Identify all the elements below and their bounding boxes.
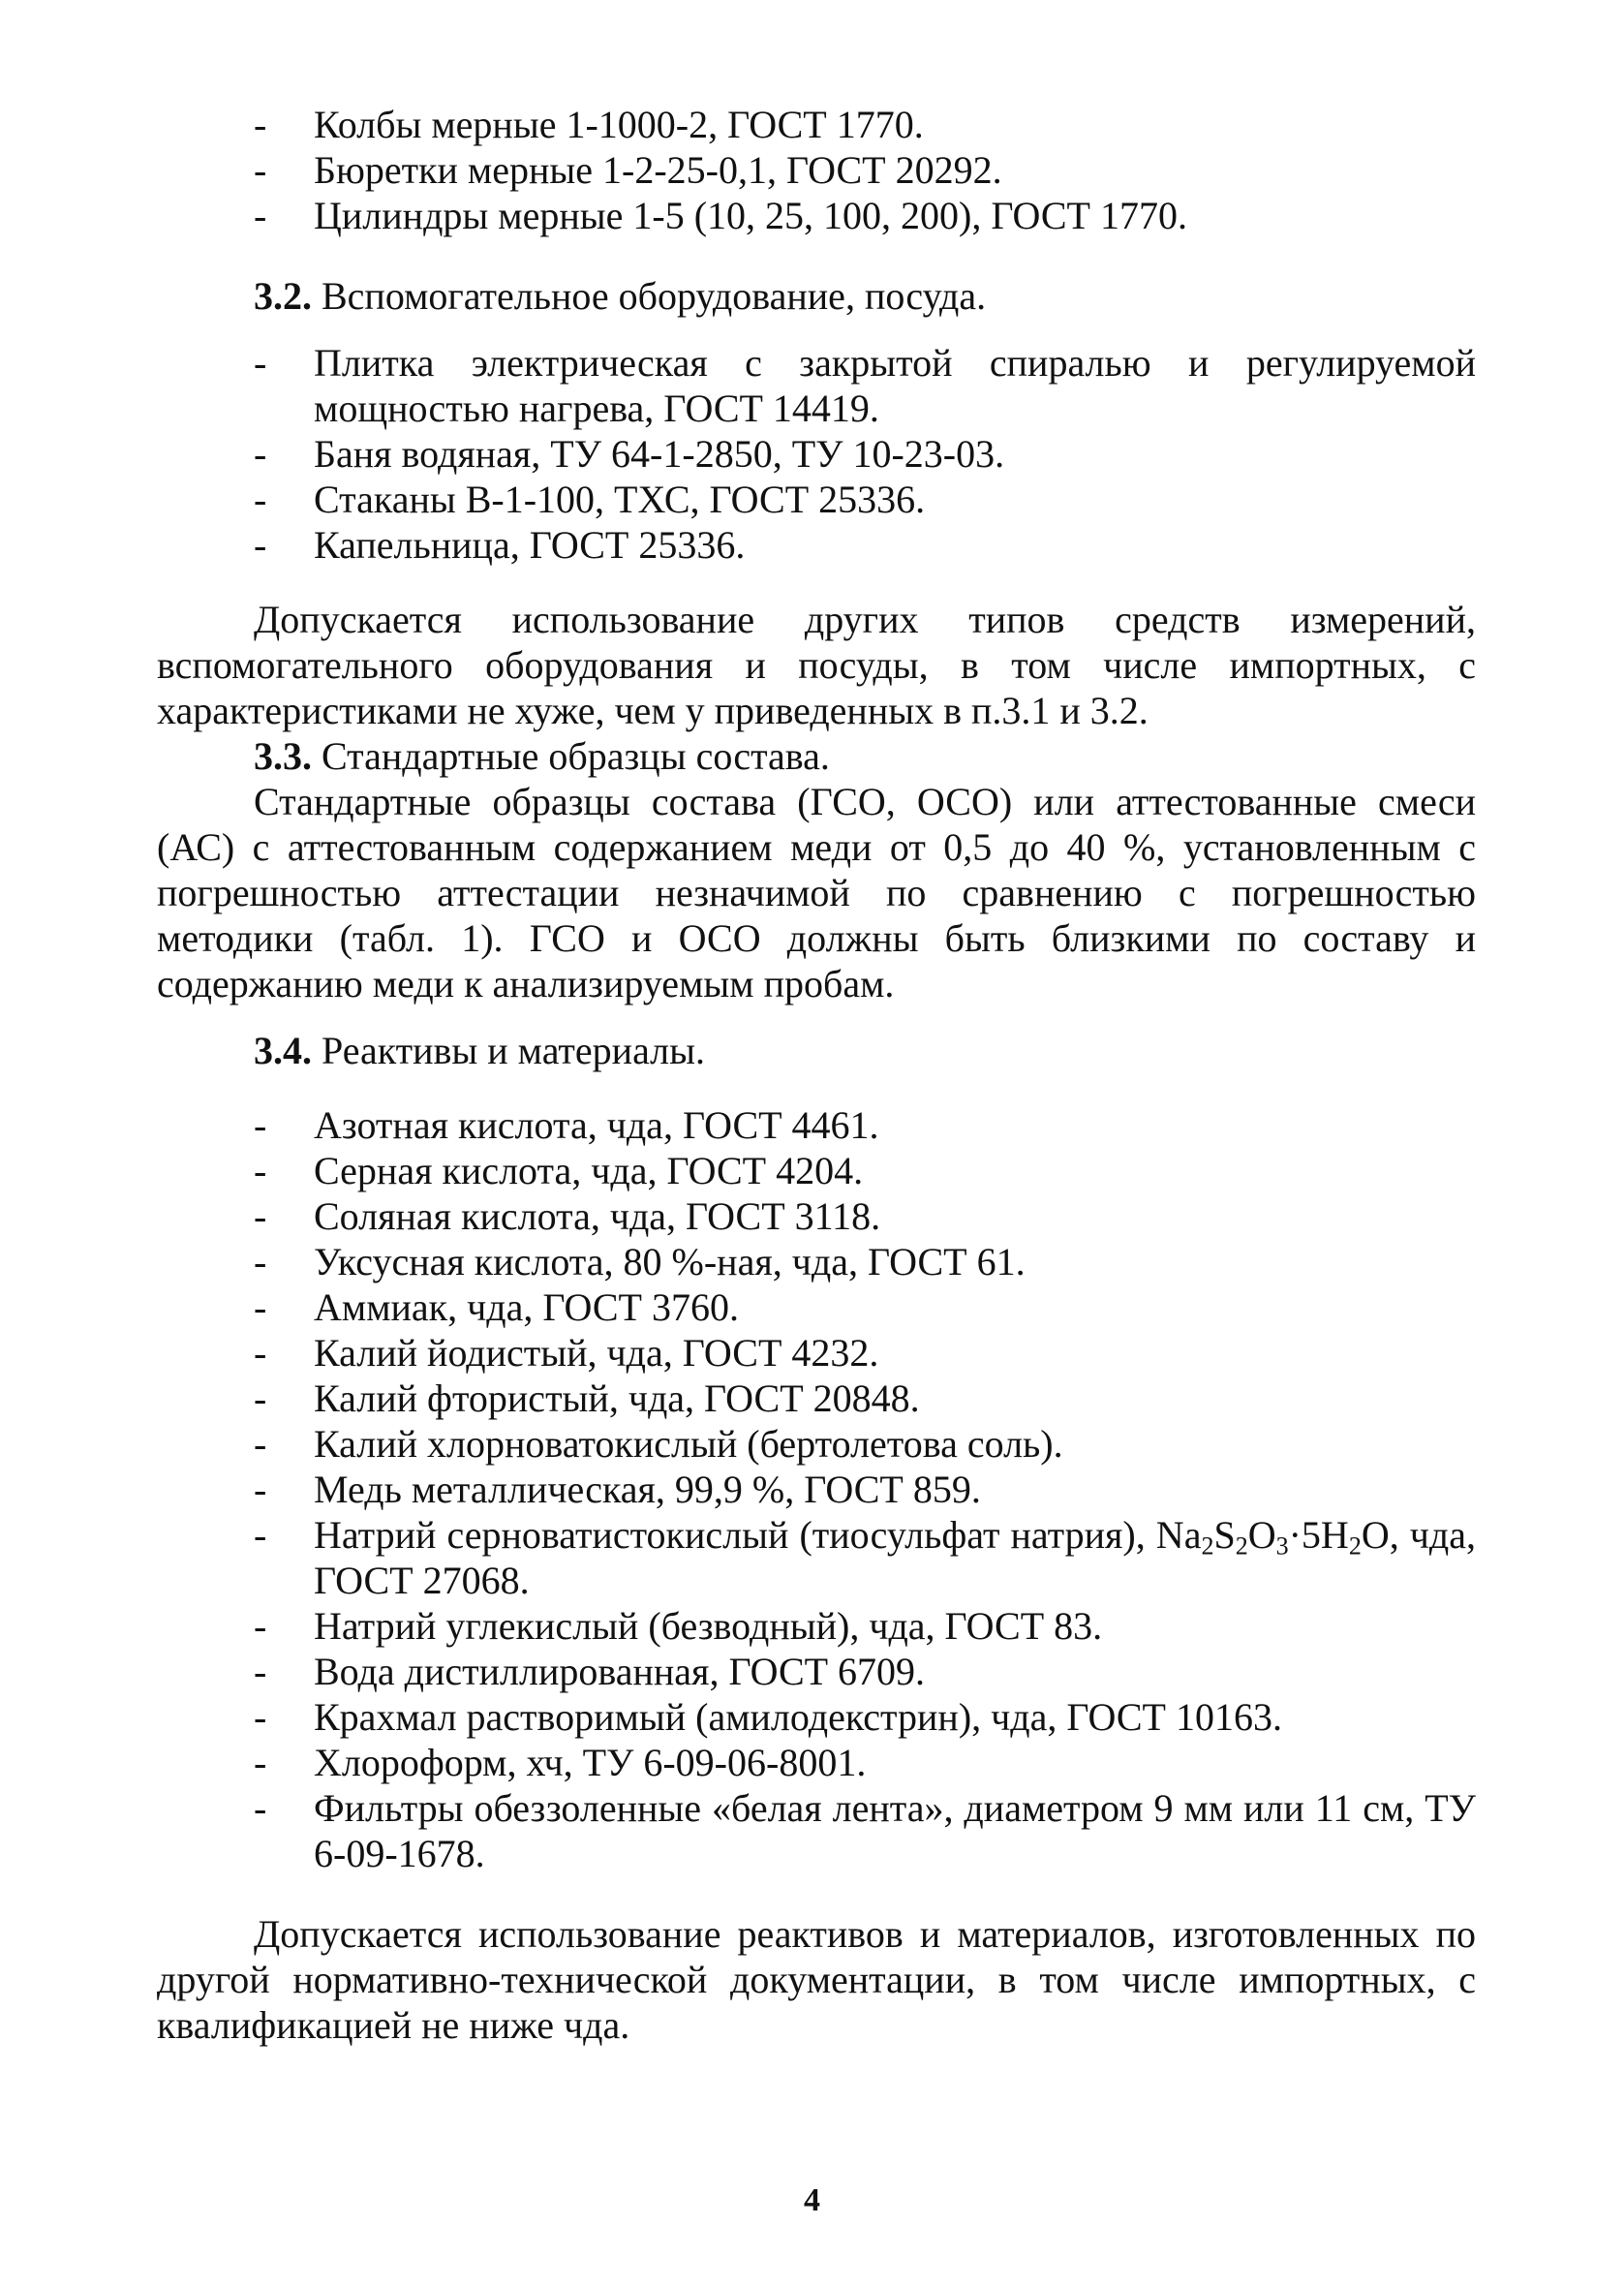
section-3-4-heading <box>157 1028 1476 1073</box>
list-item <box>157 1284 1476 1330</box>
document-body <box>157 102 1476 2048</box>
list-item <box>157 1376 1476 1421</box>
list-item-text: Серная кислота, чда, ГОСТ 4204. <box>314 1149 864 1192</box>
list-item <box>157 1740 1476 1785</box>
list-dash: - <box>254 341 267 385</box>
list-dash: - <box>254 1422 267 1466</box>
list-item <box>157 1421 1476 1467</box>
list-dash: - <box>254 1650 267 1693</box>
list-item <box>157 477 1476 522</box>
section-number: 3.3. <box>254 734 312 778</box>
formula-text: S <box>1213 1513 1236 1557</box>
list-item <box>157 431 1476 477</box>
reagents-list <box>157 1102 1476 1876</box>
list-dash: - <box>254 1786 267 1830</box>
list-dash: - <box>254 1604 267 1648</box>
list-item-text: Вода дистиллированная, ГОСТ 6709. <box>314 1650 926 1693</box>
list-item-text: Бюретки мерные 1-2-25-0,1, ГОСТ 20292. <box>314 148 1002 192</box>
list-item-text: Капельница, ГОСТ 25336. <box>314 523 746 567</box>
formula-subscript: 3 <box>1275 1531 1289 1561</box>
list-item-text: Колбы мерные 1-1000-2, ГОСТ 1770. <box>314 103 924 146</box>
list-item <box>157 147 1476 193</box>
list-item <box>157 1785 1476 1876</box>
list-item <box>157 1193 1476 1239</box>
list-item-text: Плитка электрическая с закрытой спиралью и регулируемой мощностью нагрева, ГОСТ 14419. <box>314 341 1476 430</box>
list-dash: - <box>254 148 267 192</box>
list-dash: - <box>254 194 267 237</box>
page-number: 4 <box>804 2182 820 2218</box>
formula-text: O, чда, ГОСТ 27068. <box>314 1513 1476 1602</box>
list-item <box>157 1603 1476 1649</box>
list-item-text: Цилиндры мерные 1-5 (10, 25, 100, 200), ГОСТ 1770. <box>314 194 1187 237</box>
list-dash: - <box>254 1376 267 1420</box>
list-item-text <box>314 1512 1476 1603</box>
list-dash: - <box>254 523 267 567</box>
list-dash: - <box>254 432 267 476</box>
formula-text: O <box>1247 1513 1276 1557</box>
formula-subscript: 2 <box>1235 1531 1248 1561</box>
list-item-thiosulfate <box>157 1512 1476 1603</box>
list-item-text: Азотная кислота, чда, ГОСТ 4461. <box>314 1103 879 1147</box>
list-item-text: Калий йодистый, чда, ГОСТ 4232. <box>314 1331 879 1375</box>
paragraph-reagent-substitution: Допускается использование реактивов и материалов, изготовленных по другой нормативно-технической документации, в том числе импортных, с квалификацией не ниже чда. <box>157 1912 1476 2047</box>
list-item <box>157 193 1476 238</box>
list-item-text: Натрий углекислый (безводный), чда, ГОСТ 83. <box>314 1604 1103 1648</box>
list-item-text: Калий фтористый, чда, ГОСТ 20848. <box>314 1376 920 1420</box>
list-item-text: Аммиак, чда, ГОСТ 3760. <box>314 1285 739 1329</box>
auxiliary-equipment-list <box>157 340 1476 568</box>
list-item <box>157 1330 1476 1376</box>
list-dash: - <box>254 1695 267 1739</box>
list-dash: - <box>254 1194 267 1238</box>
list-item-text: Крахмал растворимый (амилодекстрин), чда, ГОСТ 10163. <box>314 1695 1282 1739</box>
list-item-text: Уксусная кислота, 80 %-ная, чда, ГОСТ 61. <box>314 1240 1026 1283</box>
section-title: Стандартные образцы состава. <box>322 734 830 778</box>
list-item <box>157 1239 1476 1284</box>
list-item-text: Фильтры обеззоленные «белая лента», диаметром 9 мм или 11 см, ТУ 6-09-1678. <box>314 1786 1476 1875</box>
list-item-text: Баня водяная, ТУ 64-1-2850, ТУ 10-23-03. <box>314 432 1005 476</box>
section-title: Реактивы и материалы. <box>322 1029 706 1072</box>
formula-text: Натрий серноватистокислый (тиосульфат натрия), Na <box>314 1513 1202 1557</box>
list-item <box>157 340 1476 431</box>
formula-subscript: 2 <box>1348 1531 1362 1561</box>
section-3-2-heading <box>157 273 1476 319</box>
section-number: 3.4. <box>254 1029 312 1072</box>
list-dash: - <box>254 1468 267 1511</box>
list-dash: - <box>254 478 267 521</box>
list-item-text: Калий хлорноватокислый (бертолетова соль). <box>314 1422 1063 1466</box>
section-title: Вспомогательное оборудование, посуда. <box>322 274 987 318</box>
paragraph-equipment-substitution: Допускается использование других типов средств измерений, вспомогательного оборудования и посуды, в том числе импортных, с характеристиками не хуже, чем у приведенных в п.3.1 и 3.2. <box>157 598 1476 732</box>
section-number: 3.2. <box>254 274 312 318</box>
list-item <box>157 1102 1476 1148</box>
list-item-text: Медь металлическая, 99,9 %, ГОСТ 859. <box>314 1468 981 1511</box>
list-dash: - <box>254 1285 267 1329</box>
list-item-text: Стаканы В-1-100, ТХС, ГОСТ 25336. <box>314 478 926 521</box>
paragraph-reference-samples: Стандартные образцы состава (ГСО, ОСО) или аттестованные смеси (АС) с аттестованным содержанием меди от 0,5 до 40 %, установленным с погрешностью аттестации незначимой по сравнению с погрешностью методики (табл. 1). ГСО и ОСО должны быть близкими по составу и содержанию меди к анализируемым пробам. <box>157 780 1476 1005</box>
list-item-text: Хлороформ, хч, ТУ 6-09-06-8001. <box>314 1741 867 1784</box>
list-item <box>157 102 1476 147</box>
formula-text: ·5H <box>1288 1513 1349 1557</box>
list-item <box>157 1694 1476 1740</box>
measuring-instruments-list <box>157 102 1476 238</box>
list-item-text: Соляная кислота, чда, ГОСТ 3118. <box>314 1194 881 1238</box>
list-dash: - <box>254 1103 267 1147</box>
formula-subscript: 2 <box>1201 1531 1214 1561</box>
list-dash: - <box>254 1240 267 1283</box>
list-dash: - <box>254 1513 267 1557</box>
list-dash: - <box>254 1331 267 1375</box>
list-dash: - <box>254 1741 267 1784</box>
list-item <box>157 522 1476 568</box>
list-item <box>157 1148 1476 1193</box>
list-dash: - <box>254 1149 267 1192</box>
list-item <box>157 1467 1476 1512</box>
section-3-3-heading <box>157 733 1476 779</box>
list-dash: - <box>254 103 267 146</box>
list-item <box>157 1649 1476 1694</box>
